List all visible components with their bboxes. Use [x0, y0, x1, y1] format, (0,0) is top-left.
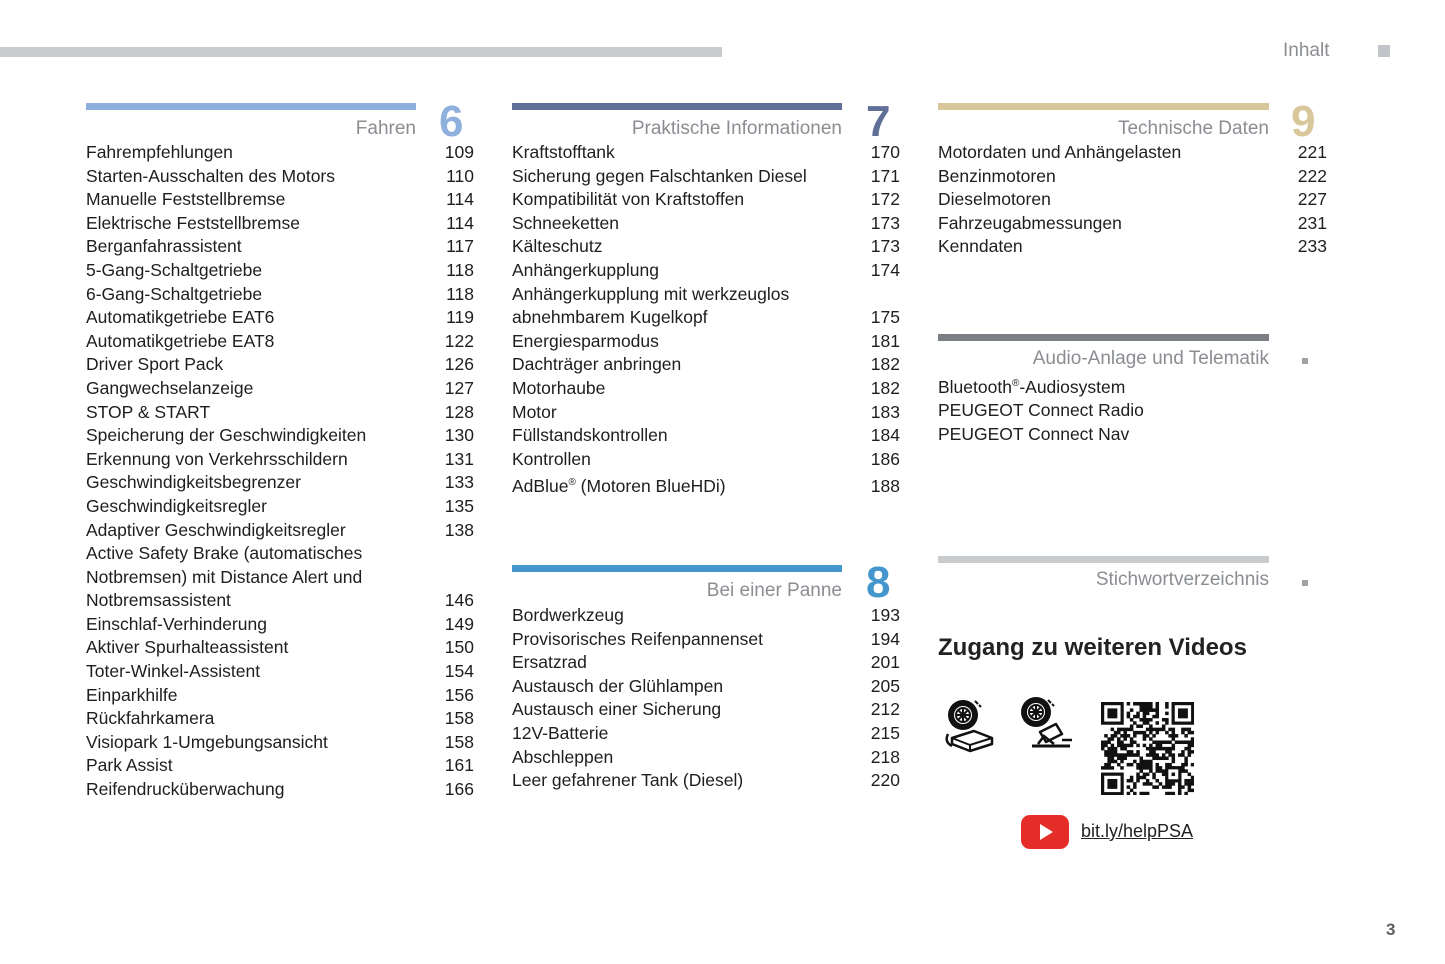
help-link[interactable]: bit.ly/helpPSA: [1081, 821, 1194, 841]
entry-text: PEUGEOT Connect Nav: [938, 424, 1130, 445]
entry-page: 233: [1297, 236, 1327, 257]
toc-entry[interactable]: [512, 471, 900, 498]
entry-text: Bluetooth: [938, 376, 1012, 397]
section-title: Bei einer Panne: [706, 580, 842, 601]
entry-superscript: ®: [1011, 378, 1020, 389]
toc-entry[interactable]: [86, 707, 474, 731]
toc-entry[interactable]: [86, 235, 474, 259]
toc-entry[interactable]: [512, 306, 900, 330]
toc-entry[interactable]: [86, 212, 474, 236]
entry-page: 173: [870, 236, 900, 257]
entry-page: 138: [444, 519, 474, 540]
tire-repair-kit-icon: [942, 698, 994, 754]
entry-text: STOP & START: [86, 401, 211, 422]
entry-page: 171: [870, 165, 900, 186]
toc-entry[interactable]: [938, 372, 1327, 399]
entry-page: 175: [870, 307, 900, 328]
entry-page: 135: [444, 495, 474, 516]
entry-page: 221: [1297, 142, 1327, 162]
toc-entry[interactable]: [512, 235, 900, 259]
toc-entry[interactable]: [938, 212, 1327, 236]
entry-text: 6-Gang-Schaltgetriebe: [86, 283, 263, 304]
toc-entry[interactable]: [86, 353, 474, 377]
entry-text: Sicherung gegen Falschtanken Diesel: [512, 165, 807, 186]
toc-entry[interactable]: [86, 660, 474, 684]
toc-entry[interactable]: [86, 448, 474, 472]
toc-entry[interactable]: [86, 684, 474, 708]
entry-text: Gangwechselanzeige: [86, 377, 254, 398]
entry-text: Active Safety Brake (automatisches: [86, 543, 363, 564]
toc-entry[interactable]: [512, 165, 900, 189]
toc-entry[interactable]: [938, 235, 1327, 259]
entry-text: Kälteschutz: [512, 236, 603, 257]
toc-entry[interactable]: [938, 423, 1327, 447]
entry-text: Kompatibilität von Kraftstoffen: [512, 189, 745, 210]
section-bar: [938, 334, 1269, 341]
entry-page: 117: [446, 236, 474, 257]
entry-text: Füllstandskontrollen: [512, 425, 668, 446]
entry-list: [938, 372, 1327, 447]
entry-page: 118: [446, 259, 474, 280]
entry-page: 205: [870, 675, 900, 696]
toc-entry[interactable]: [512, 283, 900, 307]
toc-entry[interactable]: [512, 628, 900, 652]
section-bar: [86, 103, 416, 110]
entry-page: 110: [446, 165, 474, 186]
entry-page: 201: [870, 652, 900, 673]
entry-text: Berganfahrassistent: [86, 236, 242, 257]
section-marker-icon: [1302, 580, 1308, 586]
entry-page: 130: [444, 425, 474, 446]
entry-page: 161: [444, 755, 474, 776]
toc-entry[interactable]: [512, 401, 900, 425]
toc-entry[interactable]: [86, 330, 474, 354]
entry-page: 188: [870, 476, 900, 497]
toc-entry[interactable]: [938, 188, 1327, 212]
section-number: 6: [439, 97, 464, 146]
toc-entry[interactable]: [512, 259, 900, 283]
section-bar: [938, 556, 1269, 563]
toc-entry[interactable]: [512, 769, 900, 793]
toc-entry[interactable]: [512, 698, 900, 722]
section-marker-icon: [1302, 358, 1308, 364]
toc-entry[interactable]: [86, 542, 474, 566]
toc-entry[interactable]: [86, 377, 474, 401]
entry-text: Ersatzrad: [512, 652, 587, 673]
entry-page: 170: [870, 142, 900, 162]
toc-entry[interactable]: [86, 259, 474, 283]
entry-page: 222: [1297, 165, 1327, 186]
entry-text: Kraftstofftank: [512, 142, 615, 162]
header-bar: [0, 47, 722, 57]
entry-text: Rückfahrkamera: [86, 708, 215, 729]
entry-page: 166: [444, 779, 474, 800]
toc-entry[interactable]: [512, 330, 900, 354]
toc-entry[interactable]: [512, 212, 900, 236]
entry-page: 215: [870, 722, 900, 743]
entry-page: 174: [870, 259, 900, 280]
page-number: 3: [1386, 920, 1396, 939]
entry-page: 212: [870, 699, 900, 720]
toc-entry[interactable]: [86, 141, 474, 165]
entry-list: [86, 141, 474, 802]
entry-text: Speicherung der Geschwindigkeiten: [86, 425, 367, 446]
entry-text: Driver Sport Pack: [86, 354, 224, 375]
videos-title: Zugang zu weiteren Videos: [938, 634, 1247, 661]
section-title: Technische Daten: [1117, 118, 1269, 139]
section-number: 9: [1291, 97, 1316, 146]
entry-page: 131: [444, 448, 474, 469]
entry-text: Erkennung von Verkehrsschildern: [86, 448, 348, 469]
section-title: Stichwortverzeichnis: [1095, 569, 1269, 590]
toc-entry[interactable]: [512, 448, 900, 472]
section-bar: [512, 565, 842, 572]
entry-page: 109: [444, 142, 474, 162]
toc-entry[interactable]: [512, 353, 900, 377]
entry-page: 220: [870, 770, 900, 791]
entry-text: Motordaten und Anhängelasten: [938, 142, 1182, 162]
entry-text: Geschwindigkeitsregler: [86, 495, 267, 516]
entry-text: Automatikgetriebe EAT6: [86, 307, 275, 328]
toc-entry[interactable]: [512, 377, 900, 401]
toc-entry[interactable]: [938, 165, 1327, 189]
entry-text: Anhängerkupplung: [512, 259, 659, 280]
entry-text: Park Assist: [86, 755, 173, 776]
entry-text: Dieselmotoren: [938, 189, 1051, 210]
toc-entry[interactable]: [86, 636, 474, 660]
entry-page: 184: [870, 425, 900, 446]
tire-jack-icon: [1018, 696, 1074, 752]
entry-text-after: -Audiosystem: [1019, 376, 1126, 397]
toc-entry[interactable]: [86, 401, 474, 425]
toc-entry[interactable]: [86, 306, 474, 330]
entry-text: Fahrempfehlungen: [86, 142, 233, 162]
toc-entry[interactable]: [938, 399, 1327, 423]
entry-text: Reifendrucküberwachung: [86, 779, 285, 800]
toc-entry[interactable]: [512, 651, 900, 675]
entry-text: Automatikgetriebe EAT8: [86, 330, 275, 351]
entry-text: Geschwindigkeitsbegrenzer: [86, 472, 301, 493]
entry-list: [512, 604, 900, 793]
entry-text: Visiopark 1-Umgebungsansicht: [86, 731, 328, 752]
entry-text: abnehmbarem Kugelkopf: [512, 307, 708, 328]
entry-page: 193: [870, 605, 900, 625]
entry-text: Manuelle Feststellbremse: [86, 189, 286, 210]
entry-page: 182: [870, 354, 900, 375]
toc-entry[interactable]: [512, 188, 900, 212]
toc-entry[interactable]: [86, 495, 474, 519]
entry-text: Starten-Ausschalten des Motors: [86, 165, 336, 186]
toc-entry[interactable]: [86, 613, 474, 637]
entry-text: Dachträger anbringen: [512, 354, 682, 375]
toc-entry[interactable]: [86, 589, 474, 613]
section-bar: [938, 103, 1269, 110]
entry-text: Anhängerkupplung mit werkzeuglos: [512, 283, 790, 304]
entry-list: [938, 141, 1327, 259]
entry-page: 172: [870, 189, 900, 210]
entry-page: 128: [444, 401, 474, 422]
section-number: 8: [866, 558, 891, 607]
entry-text: Benzinmotoren: [938, 165, 1056, 186]
entry-text: Austausch einer Sicherung: [512, 699, 722, 720]
entry-page: 114: [446, 212, 474, 233]
section-title: Praktische Informationen: [631, 118, 842, 139]
toc-entry[interactable]: [86, 471, 474, 495]
entry-text: 12V-Batterie: [512, 722, 609, 743]
toc-entry[interactable]: [86, 566, 474, 590]
entry-text: Motorhaube: [512, 377, 606, 398]
entry-page: 133: [444, 472, 474, 493]
toc-entry[interactable]: [512, 604, 900, 628]
section-title: Audio-Anlage und Telematik: [1032, 348, 1269, 369]
entry-text: Einparkhilfe: [86, 684, 178, 705]
toc-entry[interactable]: [512, 722, 900, 746]
entry-text: Toter-Winkel-Assistent: [86, 661, 261, 682]
entry-text: Provisorisches Reifenpannenset: [512, 628, 763, 649]
entry-text: Kontrollen: [512, 448, 591, 469]
header-title: Inhalt: [1283, 40, 1330, 61]
entry-text: Bordwerkzeug: [512, 605, 624, 625]
entry-page: 158: [444, 731, 474, 752]
entry-text: Schneeketten: [512, 212, 620, 233]
entry-page: 182: [870, 377, 900, 398]
entry-page: 127: [444, 377, 474, 398]
entry-page: 119: [446, 307, 474, 328]
entry-page: 150: [444, 637, 474, 658]
entry-page: 149: [444, 613, 474, 634]
entry-text: Energiesparmodus: [512, 330, 659, 351]
toc-entry[interactable]: [512, 424, 900, 448]
entry-text: Elektrische Feststellbremse: [86, 212, 300, 233]
toc-entry[interactable]: [86, 424, 474, 448]
entry-page: 194: [870, 628, 900, 649]
entry-text: Austausch der Glühlampen: [512, 675, 724, 696]
entry-page: 146: [444, 590, 474, 611]
entry-page: 158: [444, 708, 474, 729]
entry-text: Motor: [512, 401, 557, 422]
entry-page: 227: [1297, 189, 1327, 210]
qr-code-icon: [1101, 702, 1194, 795]
entry-text: Einschlaf-Verhinderung: [86, 613, 267, 634]
entry-page: 118: [446, 283, 474, 304]
toc-entry[interactable]: [86, 188, 474, 212]
entry-text: PEUGEOT Connect Radio: [938, 400, 1144, 421]
entry-text: Notbremsen) mit Distance Alert und: [86, 566, 363, 587]
toc-entry[interactable]: [86, 778, 474, 802]
entry-page: 122: [444, 330, 474, 351]
toc-entry[interactable]: [86, 731, 474, 755]
entry-page: 154: [444, 661, 474, 682]
entry-text: Abschleppen: [512, 746, 614, 767]
toc-entry[interactable]: [86, 519, 474, 543]
entry-page: 156: [444, 684, 474, 705]
youtube-icon[interactable]: [1021, 815, 1069, 849]
toc-entry[interactable]: [512, 141, 900, 165]
entry-text: Kenndaten: [938, 236, 1023, 257]
header-square-icon: [1378, 45, 1390, 57]
entry-text: 5-Gang-Schaltgetriebe: [86, 259, 263, 280]
entry-text-after: (Motoren BlueHDi): [575, 476, 726, 497]
entry-text: Adaptiver Geschwindigkeitsregler: [86, 519, 346, 540]
entry-text: Leer gefahrener Tank (Diesel): [512, 770, 744, 791]
toc-entry[interactable]: [86, 754, 474, 778]
entry-page: 231: [1297, 212, 1327, 233]
entry-list: [512, 141, 900, 499]
entry-page: 218: [870, 746, 900, 767]
entry-page: 114: [446, 189, 474, 210]
entry-text: Aktiver Spurhalteassistent: [86, 637, 289, 658]
toc-entry[interactable]: [86, 283, 474, 307]
section-number: 7: [866, 97, 891, 146]
toc-entry[interactable]: [512, 746, 900, 770]
entry-page: 183: [870, 401, 900, 422]
entry-text: Notbremsassistent: [86, 590, 231, 611]
entry-text: AdBlue: [512, 476, 569, 497]
toc-entry[interactable]: [512, 675, 900, 699]
entry-page: 186: [870, 448, 900, 469]
entry-page: 173: [870, 212, 900, 233]
entry-page: 126: [444, 354, 474, 375]
toc-entry[interactable]: [86, 165, 474, 189]
toc-entry[interactable]: [938, 141, 1327, 165]
entry-superscript: ®: [568, 477, 576, 489]
entry-page: 181: [870, 330, 900, 351]
entry-text: Fahrzeugabmessungen: [938, 212, 1122, 233]
section-title: Fahren: [355, 118, 416, 139]
section-bar: [512, 103, 842, 110]
